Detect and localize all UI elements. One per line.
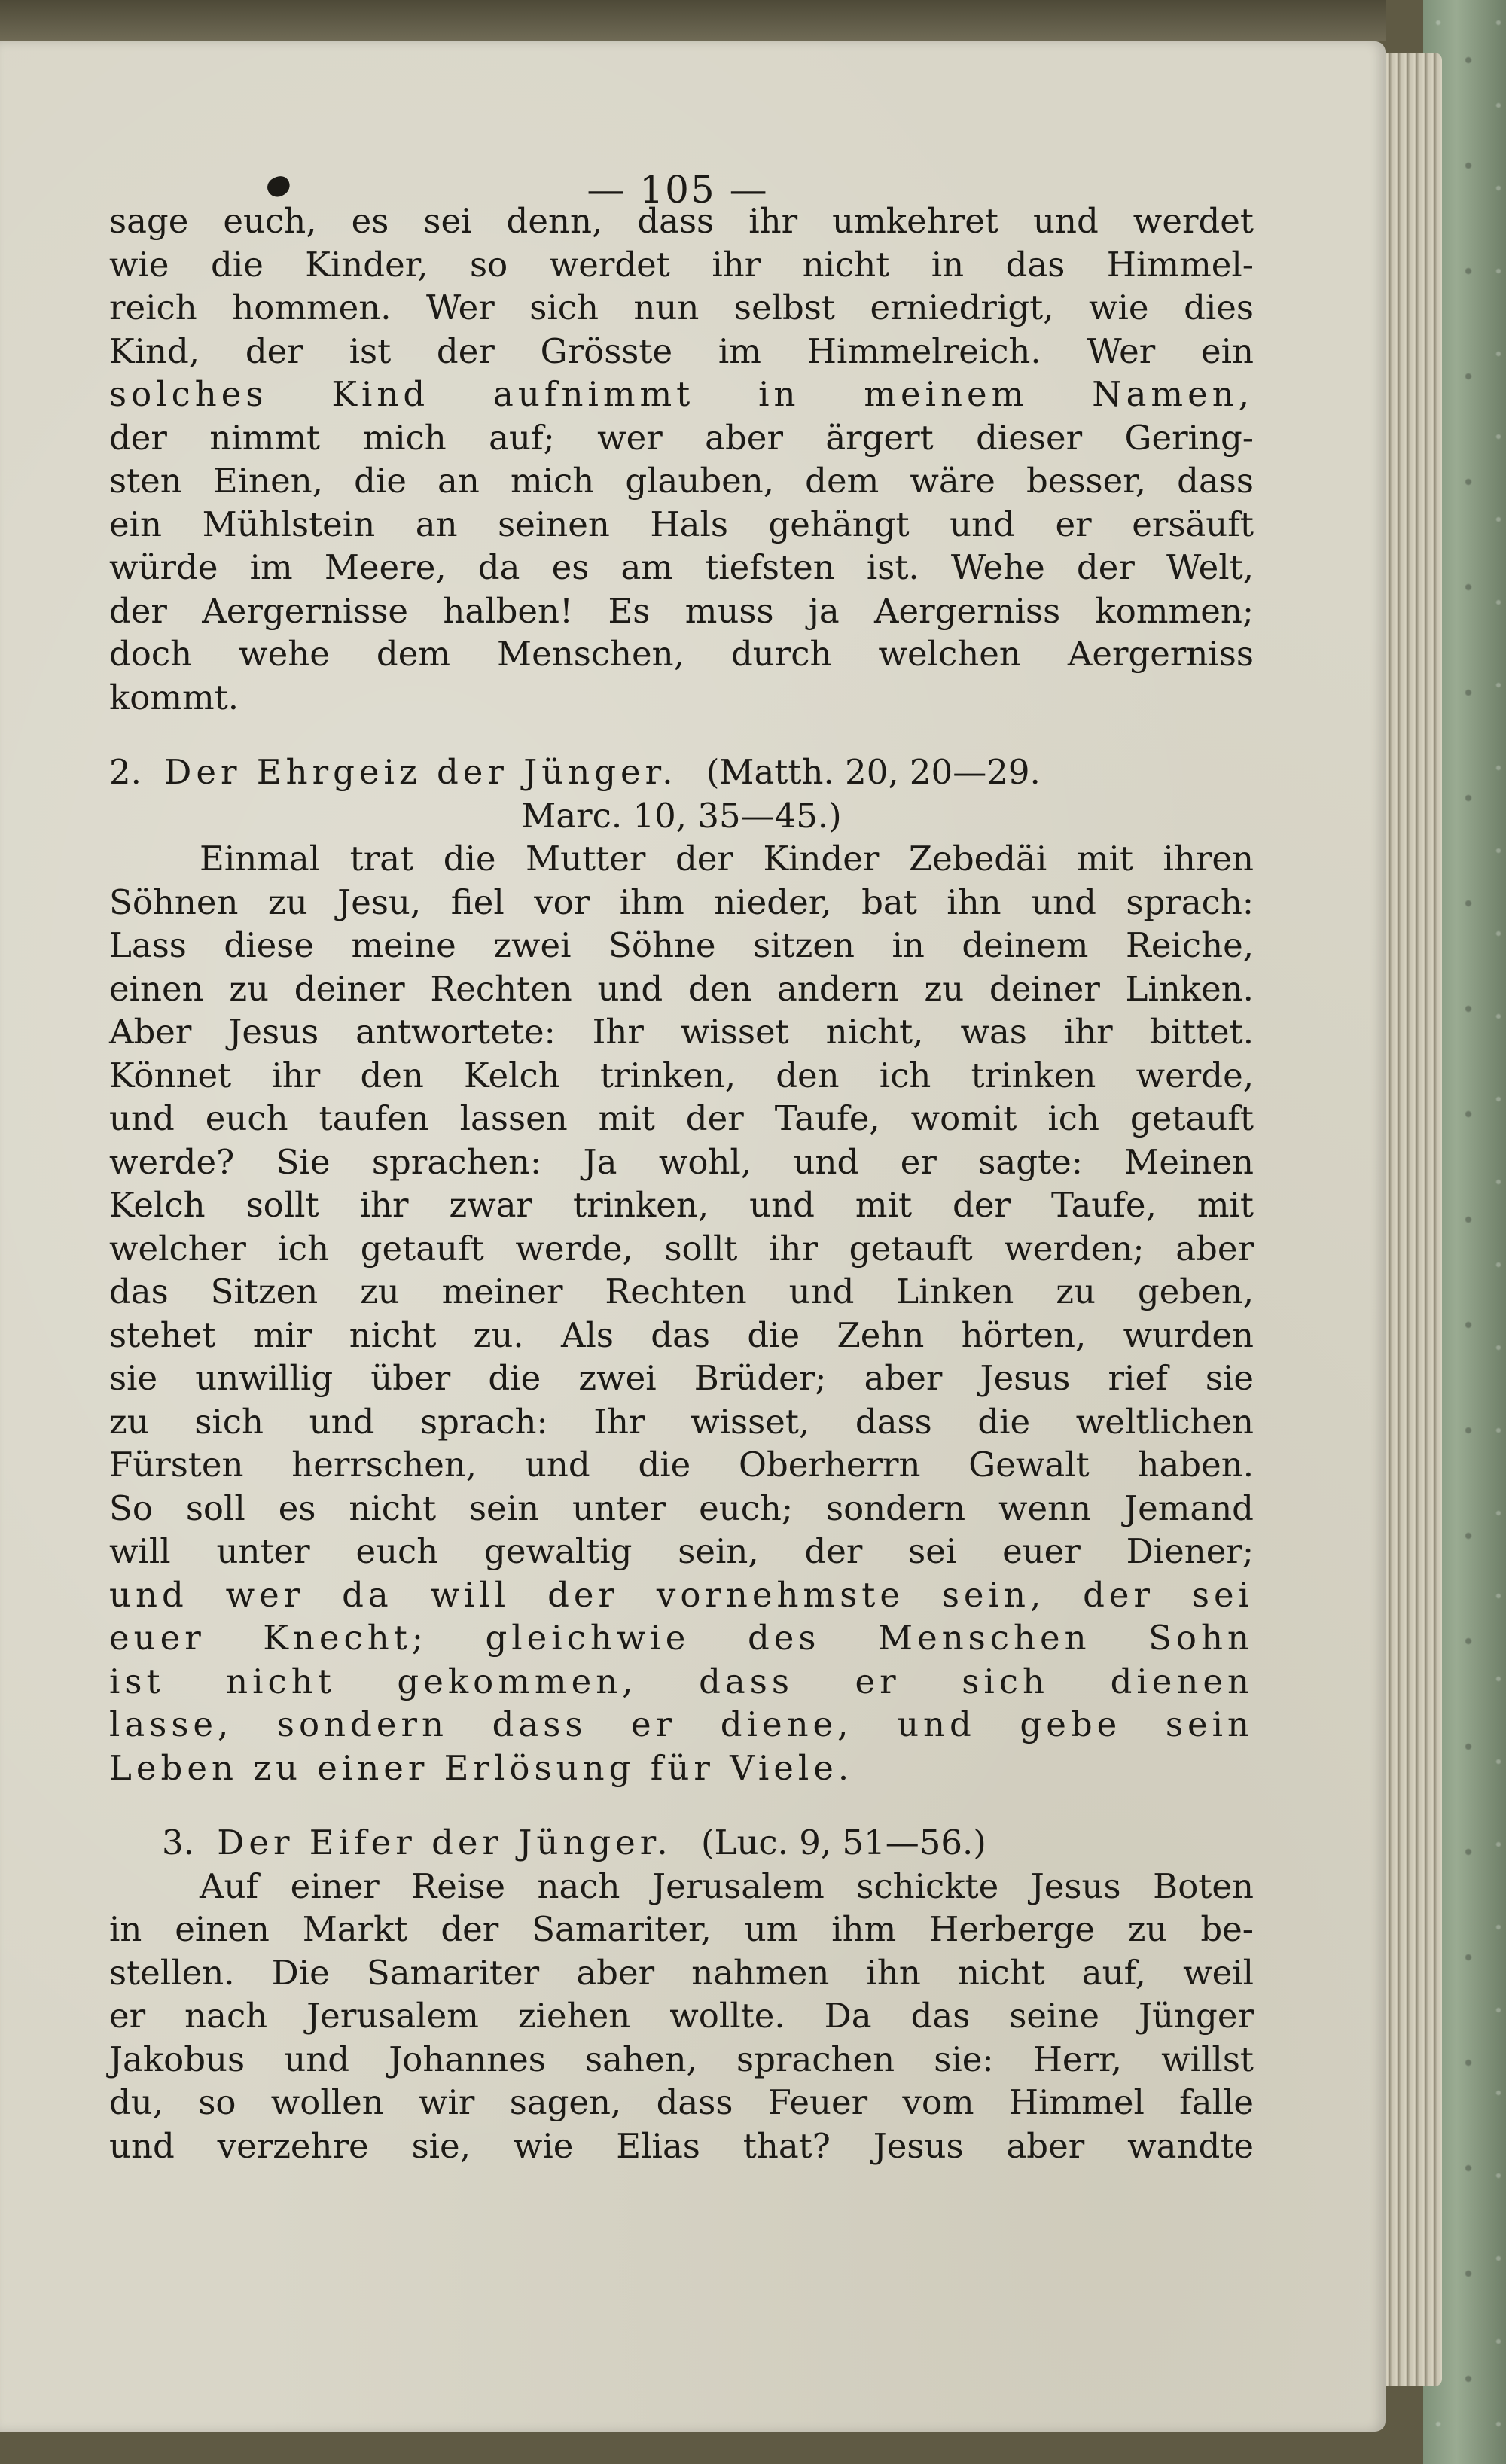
text-line: euer Knecht; gleichwie des Menschen Sohn xyxy=(109,1618,1254,1658)
text-line: sten Einen, die an mich glauben, dem wäre besser, dass xyxy=(109,461,1254,501)
text-line: Lass diese meine zwei Söhne sitzen in deinem Reiche, xyxy=(109,925,1254,965)
text-line: Söhnen zu Jesu, fiel vor ihm nieder, bat ihn und sprach: xyxy=(109,882,1254,922)
text-line: lasse, sondern dass er diene, und gebe sein xyxy=(109,1704,1254,1744)
text-line: Aber Jesus antwortete: Ihr wisset nicht, was ihr bittet. xyxy=(109,1012,1254,1052)
section-number: 2. xyxy=(109,752,142,792)
text-line: und wer da will der vornehmste sein, der sei xyxy=(109,1574,1254,1615)
section-number: 3. xyxy=(162,1823,194,1862)
text-line: ein Mühlstein an seinen Hals gehängt und er ersäuft xyxy=(109,504,1254,544)
section-reference: (Matth. 20, 20—29. xyxy=(706,752,1041,792)
top-shadow xyxy=(0,0,1386,41)
text-line: das Sitzen zu meiner Rechten und Linken zu geben, xyxy=(109,1272,1254,1311)
text-line: Einmal trat die Mutter der Kinder Zebedäi mit ihren xyxy=(200,839,1254,879)
text-line: reich hommen. Wer sich nun selbst erniedrigt, wie dies xyxy=(109,288,1254,327)
text-line: Auf einer Reise nach Jerusalem schickte Jesus Boten xyxy=(200,1866,1254,1906)
text-line: Jakobus und Johannes sahen, sprachen sie: Herr, willst xyxy=(109,2039,1254,2079)
section-title: Der Ehrgeiz der Jünger. xyxy=(164,752,678,792)
text-line: werde? Sie sprachen: Ja wohl, und er sagte: Meinen xyxy=(109,1141,1254,1182)
text-line: ist nicht gekommen, dass er sich dienen xyxy=(109,1661,1254,1701)
text-line: will unter euch gewaltig sein, der sei euer Diener; xyxy=(109,1531,1254,1571)
text-line: sage euch, es sei denn, dass ihr umkehret und werdet xyxy=(109,201,1254,241)
text-line: und euch taufen lassen mit der Taufe, womit ich getauft xyxy=(109,1098,1254,1138)
text-line: er nach Jerusalem ziehen wollte. Da das seine Jünger xyxy=(109,1996,1254,2036)
page-header xyxy=(0,41,1386,212)
text-line: Könnet ihr den Kelch trinken, den ich trinken werde, xyxy=(109,1055,1254,1095)
page-number: — 105 — xyxy=(587,168,769,212)
text-line: solches Kind aufnimmt in meinem Namen, xyxy=(109,374,1254,414)
text-line: einen zu deiner Rechten und den andern zu deiner Linken. xyxy=(109,968,1254,1009)
text-line: stehet mir nicht zu. Als das die Zehn hörten, wurden xyxy=(109,1314,1254,1355)
text-line: welcher ich getauft werde, sollt ihr getauft werden; aber xyxy=(109,1228,1254,1269)
section-3 xyxy=(109,1821,1254,2167)
text-line: doch wehe dem Menschen, durch welchen Aergerniss xyxy=(109,634,1254,674)
section-heading xyxy=(109,751,1254,794)
text-line: wie die Kinder, so werdet ihr nicht in das Himmel- xyxy=(109,244,1254,285)
text-line: du, so wollen wir sagen, dass Feuer vom Himmel falle xyxy=(109,2082,1254,2122)
ink-blot-icon xyxy=(264,174,292,200)
section-reference-cont: Marc. 10, 35—45.) xyxy=(521,795,842,836)
text-line: stellen. Die Samariter aber nahmen ihn nicht auf, weil xyxy=(109,1952,1254,1993)
text-line: und verzehre sie, wie Elias that? Jesus aber wandte xyxy=(109,2125,1254,2166)
section-2 xyxy=(109,751,1254,1789)
section-reference: (Luc. 9, 51—56.) xyxy=(701,1823,986,1862)
book-page xyxy=(0,41,1386,2432)
text-line: Fürsten herrschen, und die Oberherrn Gewalt haben. xyxy=(109,1445,1254,1485)
text-line: der Aergernisse halben! Es muss ja Aergerniss kommen; xyxy=(109,590,1254,631)
text-line: würde im Meere, da es am tiefsten ist. Wehe der Welt, xyxy=(109,547,1254,587)
section-heading xyxy=(109,1821,1254,1865)
text-line: in einen Markt der Samariter, um ihm Herberge zu be- xyxy=(109,1909,1254,1949)
text-line: kommt. xyxy=(109,677,239,717)
text-line: Leben zu einer Erlösung für Viele. xyxy=(109,1747,854,1788)
text-line: Kelch sollt ihr zwar trinken, und mit der Taufe, mit xyxy=(109,1185,1254,1225)
text-line: zu sich und sprach: Ihr wisset, dass die weltlichen xyxy=(109,1401,1254,1442)
text-line: Kind, der ist der Grösste im Himmelreich. Wer ein xyxy=(109,330,1254,371)
text-line: So soll es nicht sein unter euch; sondern wenn Jemand xyxy=(109,1488,1254,1528)
section-title: Der Eifer der Jünger. xyxy=(217,1823,672,1862)
text-line: sie unwillig über die zwei Brüder; aber Jesus rief sie xyxy=(109,1358,1254,1398)
section-1 xyxy=(109,199,1254,719)
text-line: der nimmt mich auf; wer aber ärgert dieser Gering- xyxy=(109,417,1254,458)
page-text xyxy=(109,199,1254,2167)
